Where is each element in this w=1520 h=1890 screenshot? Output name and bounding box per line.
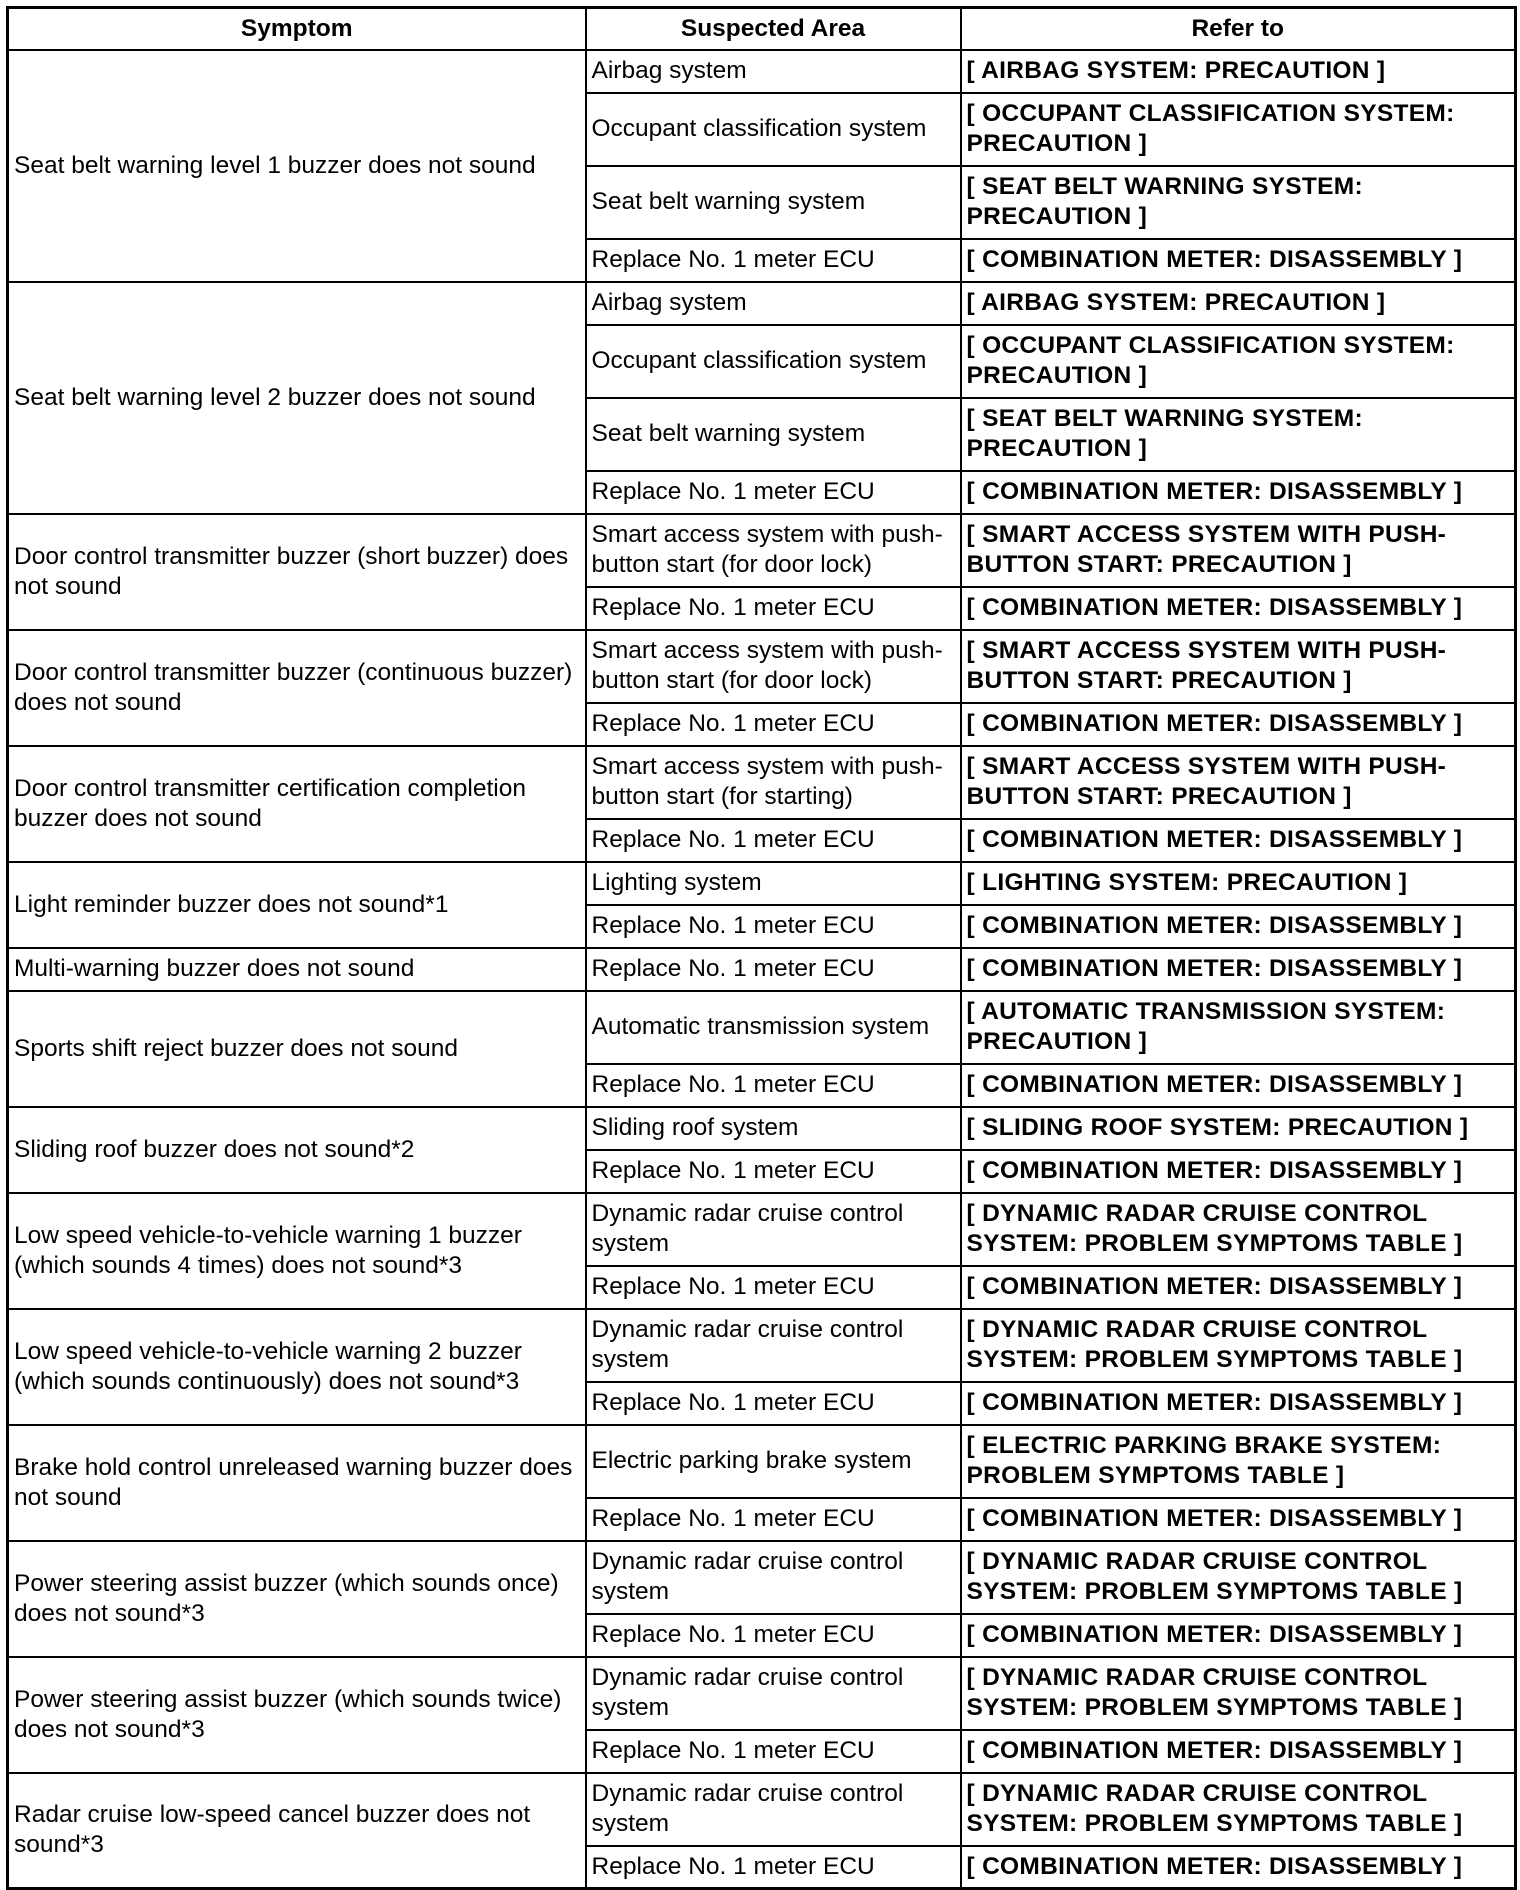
symptom-cell: Sports shift reject buzzer does not sound: [8, 991, 586, 1107]
header-refer-to: Refer to: [961, 8, 1516, 50]
refer-to-cell: [ SMART ACCESS SYSTEM WITH PUSH-BUTTON START: PRECAUTION ]: [961, 746, 1516, 819]
header-suspected-area: Suspected Area: [586, 8, 961, 50]
table-row: [8, 50, 1516, 93]
suspected-area-cell: Replace No. 1 meter ECU: [586, 587, 961, 630]
suspected-area-cell: Smart access system with push-button start (for door lock): [586, 630, 961, 703]
suspected-area-cell: Smart access system with push-button start (for door lock): [586, 514, 961, 587]
refer-to-cell: [ AUTOMATIC TRANSMISSION SYSTEM: PRECAUTION ]: [961, 991, 1516, 1064]
table-row: [8, 1193, 1516, 1266]
suspected-area-cell: Replace No. 1 meter ECU: [586, 1150, 961, 1193]
symptom-cell: Door control transmitter certification completion buzzer does not sound: [8, 746, 586, 862]
suspected-area-cell: Replace No. 1 meter ECU: [586, 1266, 961, 1309]
symptom-cell: Multi-warning buzzer does not sound: [8, 948, 586, 991]
symptom-cell: Sliding roof buzzer does not sound*2: [8, 1107, 586, 1193]
refer-to-cell: [ COMBINATION METER: DISASSEMBLY ]: [961, 1498, 1516, 1541]
refer-to-cell: [ COMBINATION METER: DISASSEMBLY ]: [961, 703, 1516, 746]
refer-to-cell: [ COMBINATION METER: DISASSEMBLY ]: [961, 1150, 1516, 1193]
table-row: [8, 1425, 1516, 1498]
symptom-cell: Light reminder buzzer does not sound*1: [8, 862, 586, 948]
table-row: [8, 1773, 1516, 1846]
symptom-cell: Low speed vehicle-to-vehicle warning 2 buzzer (which sounds continuously) does not sound*3: [8, 1309, 586, 1425]
table-row: [8, 630, 1516, 703]
refer-to-cell: [ SEAT BELT WARNING SYSTEM: PRECAUTION ]: [961, 166, 1516, 239]
table-row: [8, 1541, 1516, 1614]
refer-to-cell: [ OCCUPANT CLASSIFICATION SYSTEM: PRECAUTION ]: [961, 325, 1516, 398]
suspected-area-cell: Replace No. 1 meter ECU: [586, 1730, 961, 1773]
table-row: [8, 1309, 1516, 1382]
suspected-area-cell: Smart access system with push-button start (for starting): [586, 746, 961, 819]
suspected-area-cell: Dynamic radar cruise control system: [586, 1657, 961, 1730]
suspected-area-cell: Replace No. 1 meter ECU: [586, 1846, 961, 1889]
symptom-cell: Seat belt warning level 2 buzzer does not sound: [8, 282, 586, 514]
refer-to-cell: [ DYNAMIC RADAR CRUISE CONTROL SYSTEM: PROBLEM SYMPTOMS TABLE ]: [961, 1309, 1516, 1382]
refer-to-cell: [ SEAT BELT WARNING SYSTEM: PRECAUTION ]: [961, 398, 1516, 471]
symptom-table: [6, 6, 1517, 1890]
refer-to-cell: [ AIRBAG SYSTEM: PRECAUTION ]: [961, 50, 1516, 93]
suspected-area-cell: Replace No. 1 meter ECU: [586, 1498, 961, 1541]
table-row: [8, 948, 1516, 991]
refer-to-cell: [ COMBINATION METER: DISASSEMBLY ]: [961, 471, 1516, 514]
suspected-area-cell: Replace No. 1 meter ECU: [586, 948, 961, 991]
suspected-area-cell: Lighting system: [586, 862, 961, 905]
suspected-area-cell: Replace No. 1 meter ECU: [586, 471, 961, 514]
suspected-area-cell: Replace No. 1 meter ECU: [586, 703, 961, 746]
refer-to-cell: [ DYNAMIC RADAR CRUISE CONTROL SYSTEM: PROBLEM SYMPTOMS TABLE ]: [961, 1657, 1516, 1730]
symptom-cell: Seat belt warning level 1 buzzer does not sound: [8, 50, 586, 282]
header-symptom: Symptom: [8, 8, 586, 50]
suspected-area-cell: Airbag system: [586, 282, 961, 325]
refer-to-cell: [ DYNAMIC RADAR CRUISE CONTROL SYSTEM: PROBLEM SYMPTOMS TABLE ]: [961, 1773, 1516, 1846]
refer-to-cell: [ OCCUPANT CLASSIFICATION SYSTEM: PRECAUTION ]: [961, 93, 1516, 166]
table-row: [8, 991, 1516, 1064]
suspected-area-cell: Replace No. 1 meter ECU: [586, 819, 961, 862]
table-row: [8, 862, 1516, 905]
refer-to-cell: [ COMBINATION METER: DISASSEMBLY ]: [961, 239, 1516, 282]
table-row: [8, 746, 1516, 819]
symptom-cell: Power steering assist buzzer (which sounds twice) does not sound*3: [8, 1657, 586, 1773]
table-row: [8, 1107, 1516, 1150]
suspected-area-cell: Replace No. 1 meter ECU: [586, 1382, 961, 1425]
symptom-cell: Brake hold control unreleased warning buzzer does not sound: [8, 1425, 586, 1541]
symptom-cell: Door control transmitter buzzer (short buzzer) does not sound: [8, 514, 586, 630]
suspected-area-cell: Dynamic radar cruise control system: [586, 1193, 961, 1266]
refer-to-cell: [ AIRBAG SYSTEM: PRECAUTION ]: [961, 282, 1516, 325]
suspected-area-cell: Occupant classification system: [586, 93, 961, 166]
symptom-cell: Door control transmitter buzzer (continuous buzzer) does not sound: [8, 630, 586, 746]
table-row: [8, 282, 1516, 325]
refer-to-cell: [ DYNAMIC RADAR CRUISE CONTROL SYSTEM: PROBLEM SYMPTOMS TABLE ]: [961, 1193, 1516, 1266]
suspected-area-cell: Dynamic radar cruise control system: [586, 1541, 961, 1614]
symptom-cell: Power steering assist buzzer (which sounds once) does not sound*3: [8, 1541, 586, 1657]
suspected-area-cell: Dynamic radar cruise control system: [586, 1309, 961, 1382]
suspected-area-cell: Electric parking brake system: [586, 1425, 961, 1498]
refer-to-cell: [ SMART ACCESS SYSTEM WITH PUSH-BUTTON START: PRECAUTION ]: [961, 514, 1516, 587]
refer-to-cell: [ COMBINATION METER: DISASSEMBLY ]: [961, 948, 1516, 991]
suspected-area-cell: Replace No. 1 meter ECU: [586, 905, 961, 948]
refer-to-cell: [ COMBINATION METER: DISASSEMBLY ]: [961, 1266, 1516, 1309]
refer-to-cell: [ COMBINATION METER: DISASSEMBLY ]: [961, 587, 1516, 630]
table-body: [8, 50, 1516, 1889]
refer-to-cell: [ COMBINATION METER: DISASSEMBLY ]: [961, 905, 1516, 948]
suspected-area-cell: Sliding roof system: [586, 1107, 961, 1150]
refer-to-cell: [ COMBINATION METER: DISASSEMBLY ]: [961, 1614, 1516, 1657]
refer-to-cell: [ DYNAMIC RADAR CRUISE CONTROL SYSTEM: PROBLEM SYMPTOMS TABLE ]: [961, 1541, 1516, 1614]
header-row: [8, 8, 1516, 50]
symptom-cell: Radar cruise low-speed cancel buzzer does not sound*3: [8, 1773, 586, 1889]
suspected-area-cell: Dynamic radar cruise control system: [586, 1773, 961, 1846]
suspected-area-cell: Replace No. 1 meter ECU: [586, 1064, 961, 1107]
suspected-area-cell: Replace No. 1 meter ECU: [586, 239, 961, 282]
table-row: [8, 1657, 1516, 1730]
suspected-area-cell: Seat belt warning system: [586, 398, 961, 471]
refer-to-cell: [ COMBINATION METER: DISASSEMBLY ]: [961, 1382, 1516, 1425]
suspected-area-cell: Seat belt warning system: [586, 166, 961, 239]
refer-to-cell: [ ELECTRIC PARKING BRAKE SYSTEM: PROBLEM SYMPTOMS TABLE ]: [961, 1425, 1516, 1498]
symptom-cell: Low speed vehicle-to-vehicle warning 1 buzzer (which sounds 4 times) does not sound*3: [8, 1193, 586, 1309]
refer-to-cell: [ COMBINATION METER: DISASSEMBLY ]: [961, 1064, 1516, 1107]
refer-to-cell: [ SLIDING ROOF SYSTEM: PRECAUTION ]: [961, 1107, 1516, 1150]
refer-to-cell: [ COMBINATION METER: DISASSEMBLY ]: [961, 1730, 1516, 1773]
refer-to-cell: [ COMBINATION METER: DISASSEMBLY ]: [961, 819, 1516, 862]
suspected-area-cell: Automatic transmission system: [586, 991, 961, 1064]
table-row: [8, 514, 1516, 587]
suspected-area-cell: Occupant classification system: [586, 325, 961, 398]
refer-to-cell: [ LIGHTING SYSTEM: PRECAUTION ]: [961, 862, 1516, 905]
suspected-area-cell: Replace No. 1 meter ECU: [586, 1614, 961, 1657]
suspected-area-cell: Airbag system: [586, 50, 961, 93]
refer-to-cell: [ SMART ACCESS SYSTEM WITH PUSH-BUTTON START: PRECAUTION ]: [961, 630, 1516, 703]
refer-to-cell: [ COMBINATION METER: DISASSEMBLY ]: [961, 1846, 1516, 1889]
